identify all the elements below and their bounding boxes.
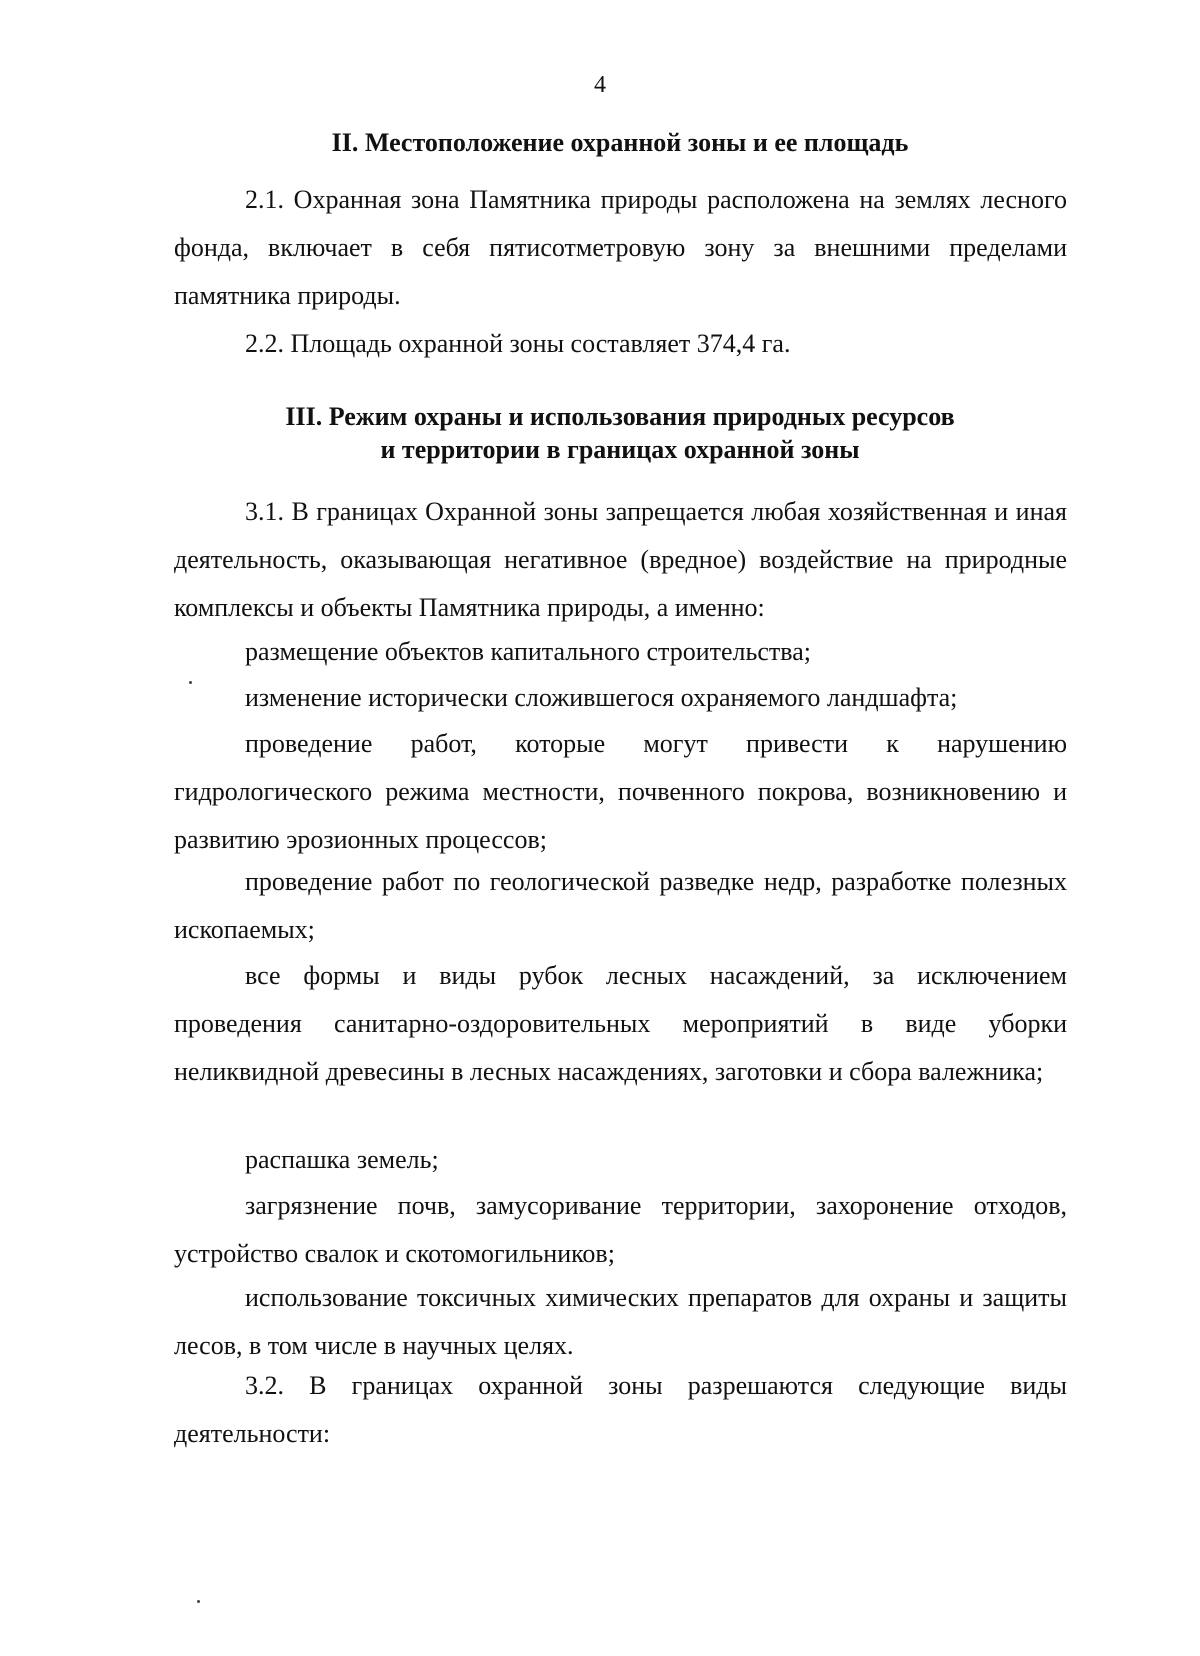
list-item: проведение работ по геологической разведке недр, разработке полезных ископаемых; bbox=[174, 867, 1067, 944]
list-item: распашка земель; bbox=[245, 1145, 439, 1174]
paragraph-2-1: 2.1. Охранная зона Памятника природы расположена на землях лесного фонда, включает в себя пятисотметровую зону за внешними пределами памятника природы. bbox=[174, 185, 1067, 310]
scan-speck bbox=[189, 681, 192, 684]
paragraph-2-2: 2.2. Площадь охранной зоны составляет 374,4 га. bbox=[245, 329, 791, 358]
list-item: использование токсичных химических препаратов для охраны и защиты лесов, в том числе в научных целях. bbox=[174, 1283, 1067, 1360]
paragraph-3-2: 3.2. В границах охранной зоны разрешаются следующие виды деятельности: bbox=[174, 1371, 1067, 1448]
list-item: все формы и виды рубок лесных насаждений, за исключением проведения санитарно-оздоровительных мероприятий в виде уборки неликвидной древесины в лесных насаждениях, заготовки и сбора валежника; bbox=[174, 961, 1067, 1086]
section-2-heading: II. Местоположение охранной зоны и ее площадь bbox=[331, 128, 909, 157]
section-3-heading-line-2: и территории в границах охранной зоны bbox=[380, 435, 860, 464]
page-number: 4 bbox=[594, 72, 606, 98]
section-3-heading-line-1: III. Режим охраны и использования природных ресурсов bbox=[285, 402, 955, 431]
list-item: проведение работ, которые могут привести к нарушению гидрологического режима местности, почвенного покрова, возникновению и развитию эрозионных процессов; bbox=[174, 729, 1067, 854]
list-item: изменение исторически сложившегося охраняемого ландшафта; bbox=[245, 683, 958, 712]
section-3-heading bbox=[170, 400, 1070, 466]
scan-speck bbox=[197, 1600, 200, 1603]
paragraph-3-1: 3.1. В границах Охранной зоны запрещается любая хозяйственная и иная деятельность, оказывающая негативное (вредное) воздействие на природные комплексы и объекты Памятника природы, а именно: bbox=[174, 497, 1067, 622]
list-item: загрязнение почв, замусоривание территории, захоронение отходов, устройство свалок и скотомогильников; bbox=[174, 1191, 1067, 1268]
list-item: размещение объектов капитального строительства; bbox=[245, 637, 811, 666]
